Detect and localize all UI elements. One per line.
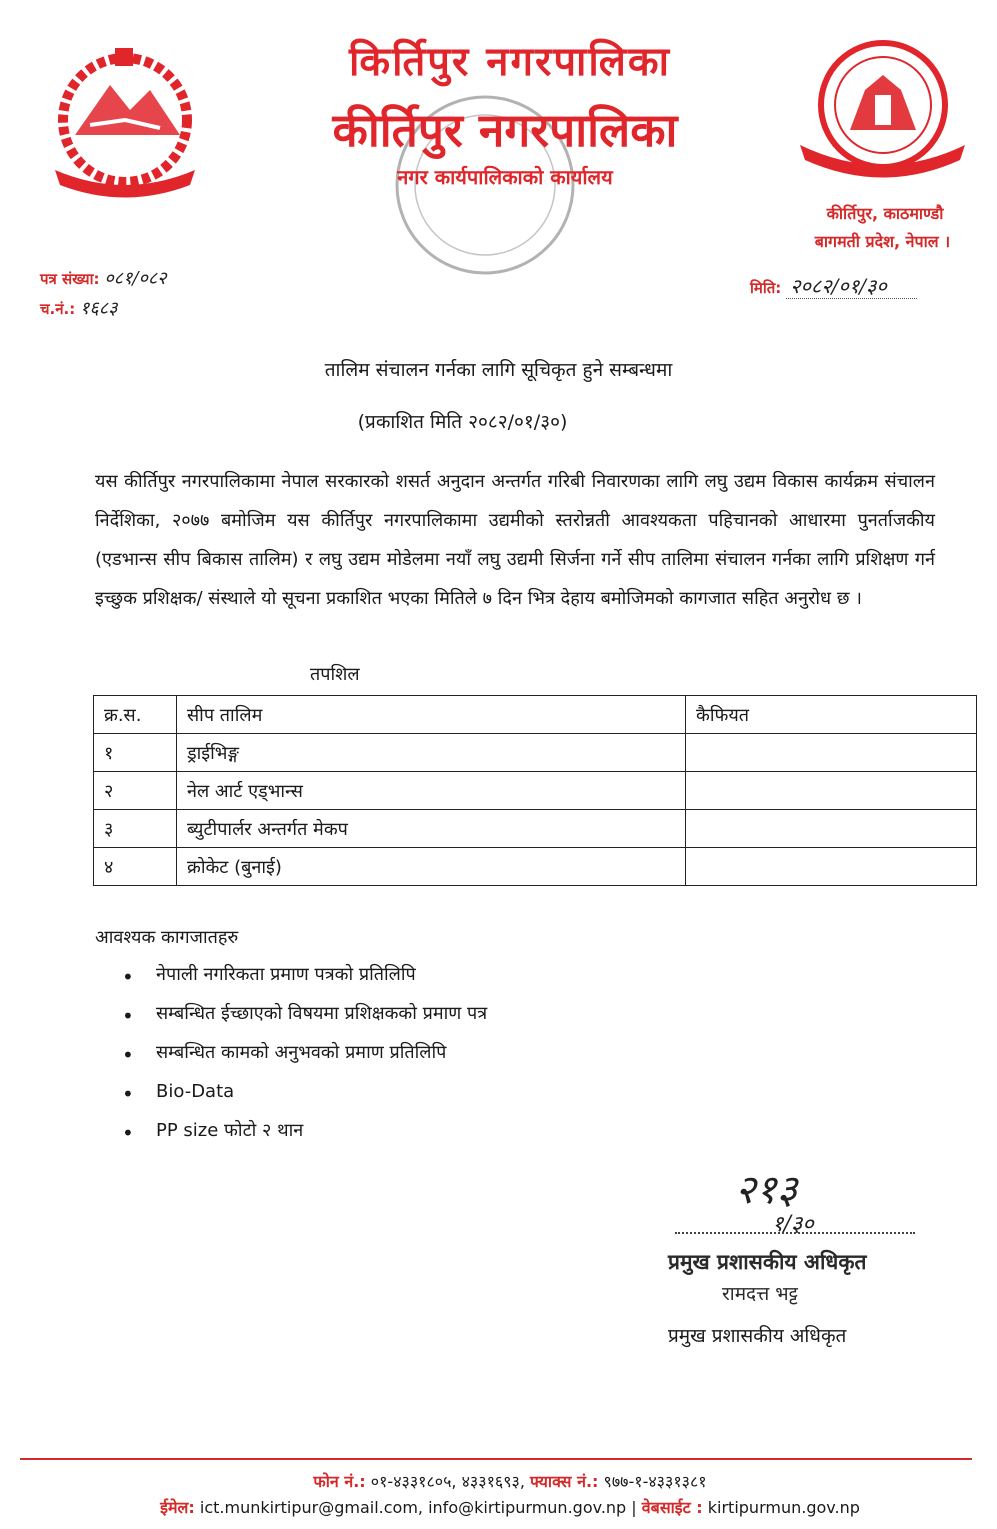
website-label: वेबसाईट : — [641, 1498, 703, 1517]
remarks-cell — [686, 772, 977, 810]
letter-date — [750, 272, 917, 299]
dispatch-label: च.नं.: — [40, 300, 76, 318]
table-caption: तपशिल — [310, 664, 360, 685]
signature-line — [675, 1232, 915, 1234]
website-value: kirtipurmun.gov.np — [707, 1498, 860, 1517]
municipality-title: कीर्तिपुर नगरपालिका — [332, 103, 678, 157]
list-item: • नेपाली नगरिकता प्रमाण पत्रको प्रतिलिपि — [118, 958, 487, 997]
reference-label: पत्र संख्या: — [40, 270, 100, 288]
footer-divider — [20, 1458, 972, 1460]
municipality-script-title: किर्तिपुर नगरपालिका — [349, 39, 671, 85]
nepal-government-emblem-icon — [40, 40, 210, 200]
remarks-cell — [686, 810, 977, 848]
fax-label: फ्याक्स नं.: — [530, 1472, 599, 1491]
date-value: २०८२/०१/३० — [786, 274, 917, 299]
signatory-title: प्रमुख प्रशासकीय अधिकृत — [668, 1325, 847, 1347]
reference-number — [40, 266, 167, 290]
kirtipur-municipality-logo-icon — [795, 35, 970, 185]
serial-cell: २ — [94, 772, 177, 810]
footer-contact — [0, 1470, 997, 1492]
table-header-row — [94, 696, 977, 734]
column-header-training: सीप तालिम — [177, 696, 686, 734]
signature-scribble: २१३ — [735, 1167, 798, 1213]
remarks-cell — [686, 848, 977, 886]
official-name: रामदत्त भट्ट — [722, 1283, 798, 1305]
training-cell: नेल आर्ट एड्भान्स — [177, 772, 686, 810]
dispatch-value: १६८३ — [80, 298, 118, 319]
signature-date-scribble: १/३० — [772, 1212, 814, 1237]
fax-value: ९७७-१-४३३१३८१ — [603, 1472, 707, 1491]
list-item: • सम्बन्धित ईच्छाएको विषयमा प्रशिक्षकको प्रमाण पत्र — [118, 997, 487, 1036]
date-label: मिति: — [750, 279, 782, 297]
dispatch-number — [40, 296, 117, 320]
reference-value: ०८१/०८२ — [104, 268, 167, 289]
subject-line: तालिम संचालन गर्नका लागि सूचिकृत हुने सम्बन्धमा — [324, 359, 673, 381]
table-row — [94, 734, 977, 772]
list-item: • Bio-Data — [118, 1075, 487, 1114]
email-value: ict.munkirtipur@gmail.com, info@kirtipurmun.gov.np | — [199, 1498, 637, 1517]
table-row — [94, 810, 977, 848]
serial-cell: १ — [94, 734, 177, 772]
list-item: • सम्बन्धित कामको अनुभवको प्रमाण प्रतिलिपि — [118, 1036, 487, 1075]
address-line-2: बागमती प्रदेश, नेपाल । — [814, 232, 951, 251]
serial-cell: ४ — [94, 848, 177, 886]
publication-date: (प्रकाशित मिति २०८२/०१/३०) — [357, 411, 568, 433]
office-name: नगर कार्यपालिकाको कार्यालय — [397, 165, 613, 189]
email-label: ईमेल: — [160, 1498, 195, 1517]
training-cell: क्रोकेट (बुनाई) — [177, 848, 686, 886]
training-cell: ड्राईभिङ्ग — [177, 734, 686, 772]
list-item: • PP size फोटो २ थान — [118, 1114, 487, 1153]
official-stamp-title: प्रमुख प्रशासकीय अधिकृत — [668, 1250, 867, 1274]
serial-cell: ३ — [94, 810, 177, 848]
table-row — [94, 772, 977, 810]
phone-label: फोन नं.: — [313, 1472, 366, 1491]
notice-paragraph: यस कीर्तिपुर नगरपालिकामा नेपाल सरकारको शसर्त अनुदान अन्तर्गत गरिबी निवारणका लागि लघु उद्यम विकास कार्यक्रम संचालन निर्देशिका, २०७७ बमोजिम यस कीर्तिपुर नगरपालिकामा उद्यमीको स्तरोन्नती आवश्यकता पहिचानको आधारमा पुनर्ताजकीय (एडभान्स सीप बिकास तालिम) र लघु उद्यम मोडेलमा नयाँ लघु उद्यमी सिर्जना गर्ने सीप तालिमा संचालन गर्नका लागि प्रशिक्षण गर्न इच्छुक प्रशिक्षक/ संस्थाले यो सूचना प्रकाशित भएका मितिले ७ दिन भित्र देहाय बमोजिमको कागजात सहित अनुरोध छ । — [95, 471, 935, 609]
training-cell: ब्युटीपार्लर अन्तर्गत मेकप — [177, 810, 686, 848]
documents-list — [118, 958, 487, 1153]
column-header-serial: क्र.स. — [94, 696, 177, 734]
column-header-remarks: कैफियत — [686, 696, 977, 734]
phone-value: ०१-४३३१८०५, ४३३१६९३, — [370, 1472, 525, 1491]
documents-heading: आवश्यक कागजातहरु — [95, 927, 239, 948]
remarks-cell — [686, 734, 977, 772]
address-line-1: कीर्तिपुर, काठमाण्डौ — [826, 204, 944, 223]
footer-online — [0, 1496, 997, 1518]
table-row — [94, 848, 977, 886]
training-table — [93, 695, 977, 886]
